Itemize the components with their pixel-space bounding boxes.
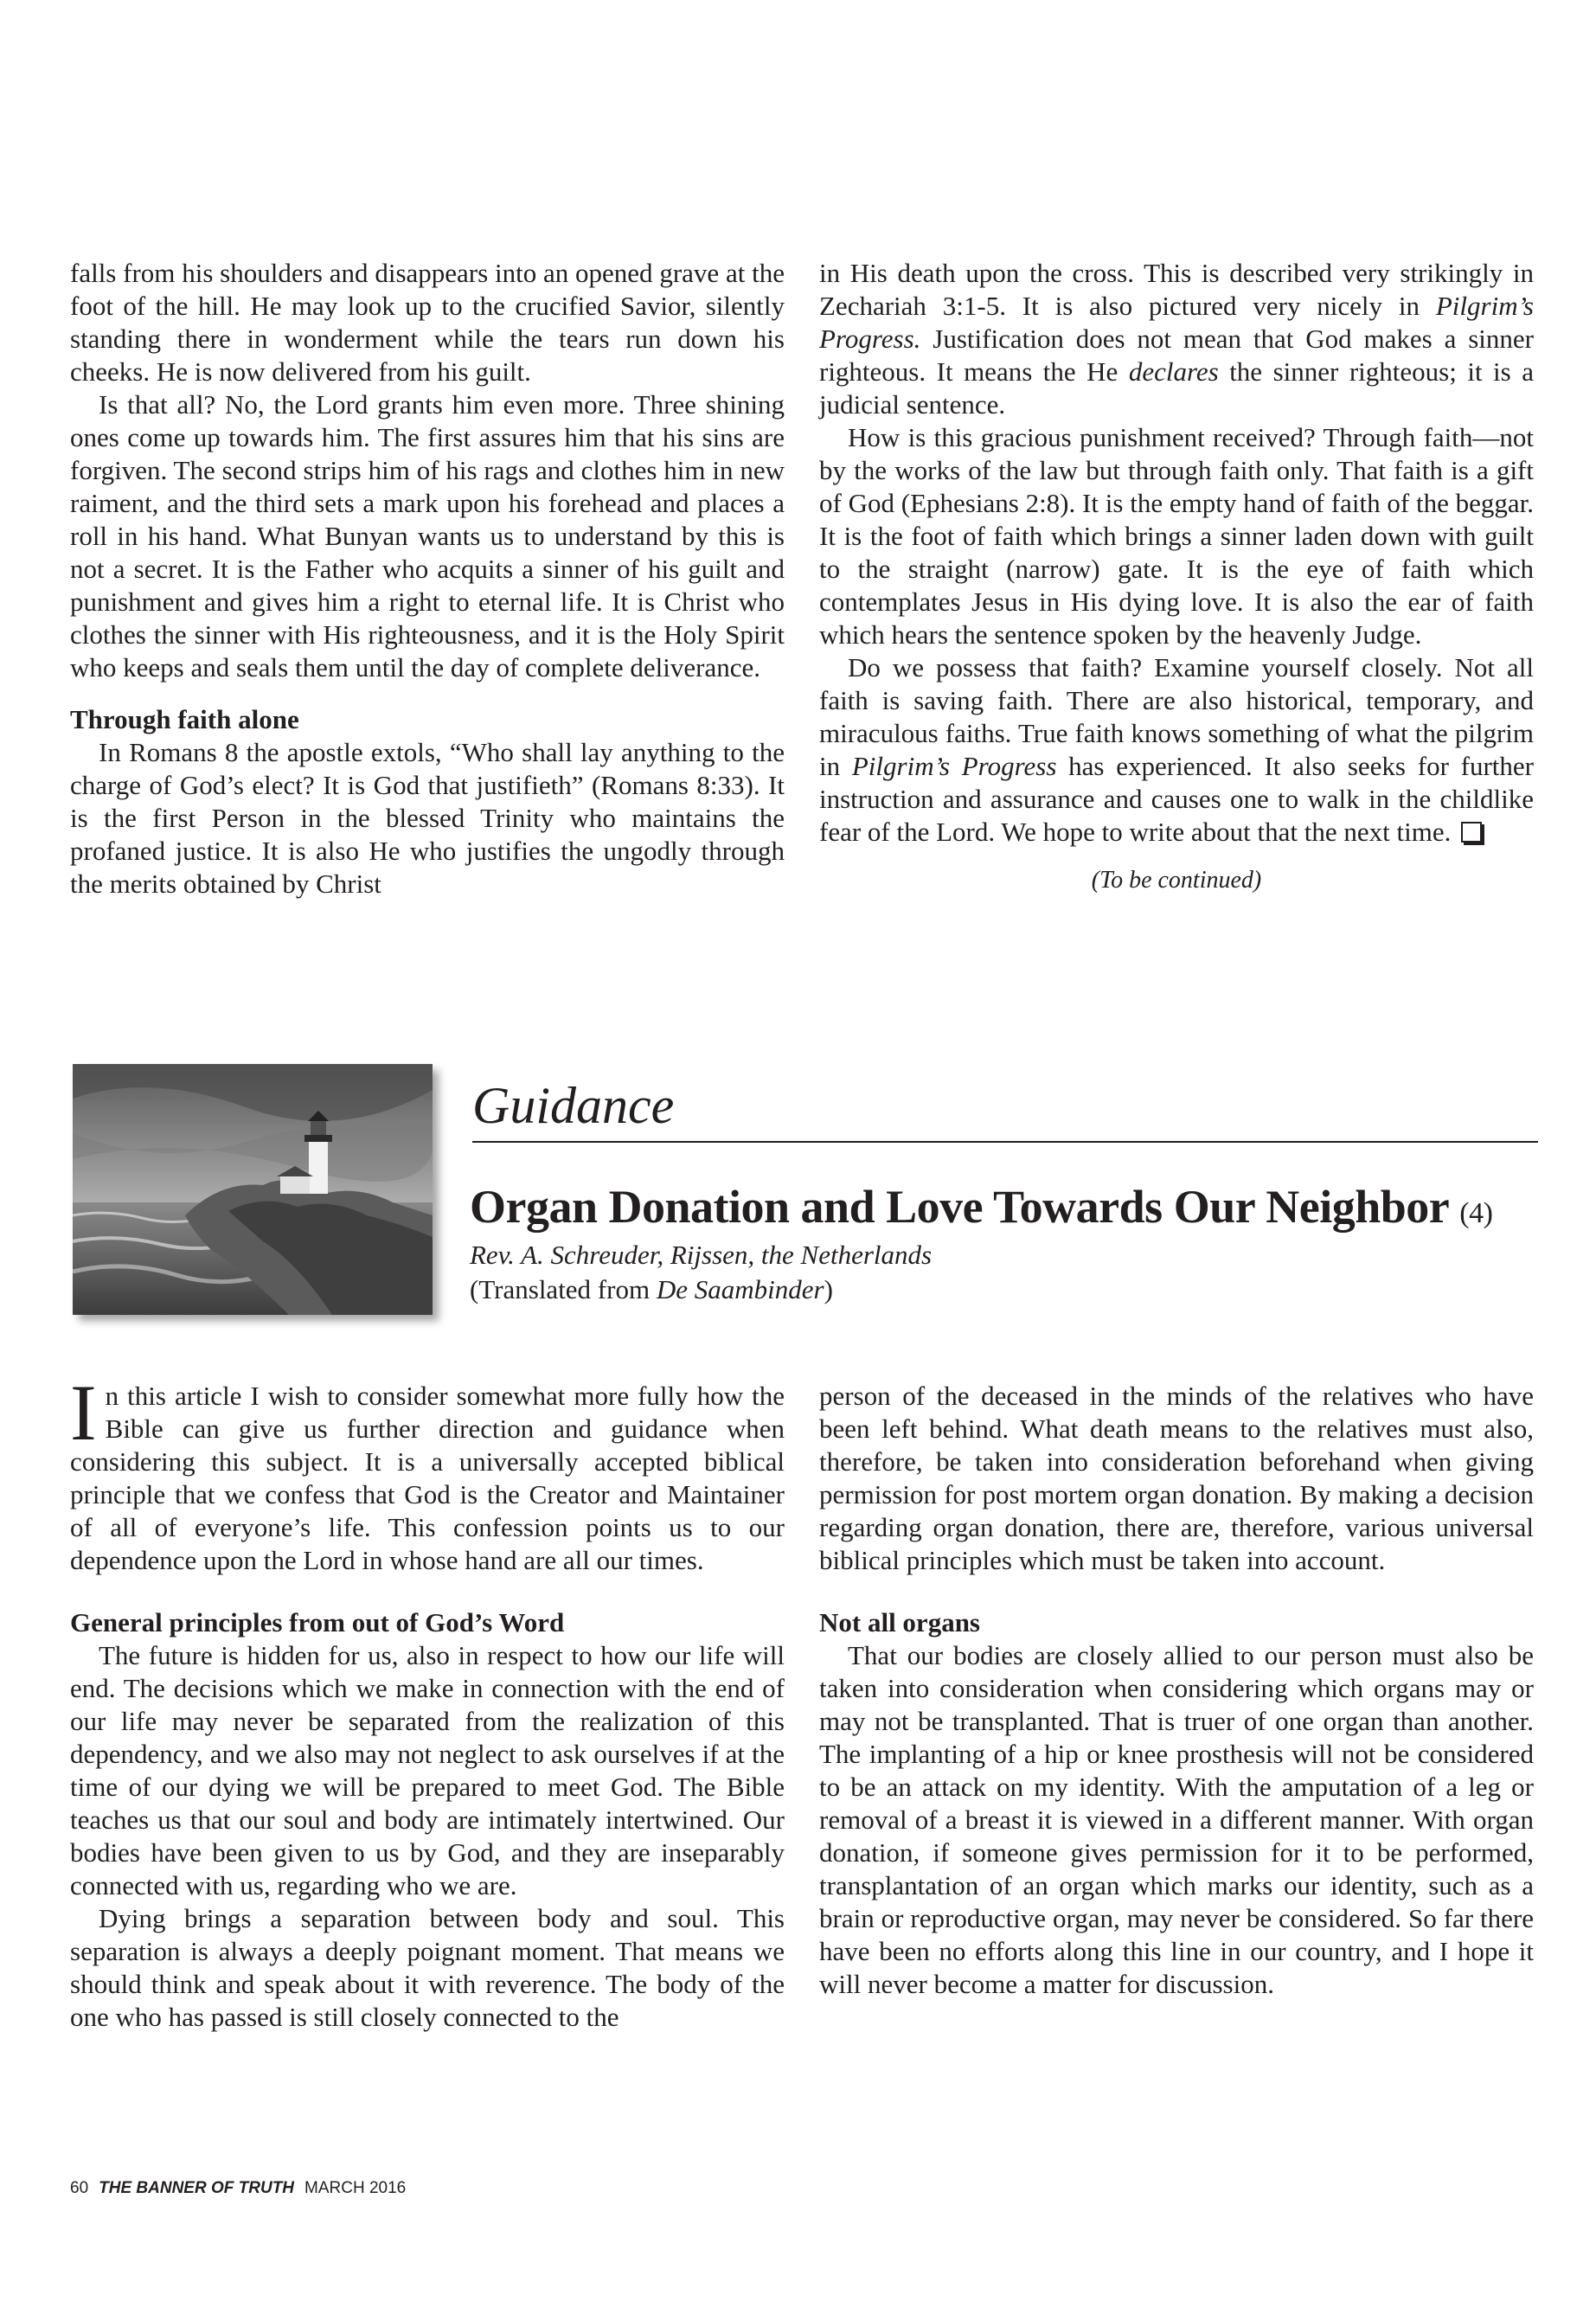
section-divider xyxy=(472,1141,1538,1143)
paragraph: falls from his shoulders and disappears into an opened grave at the foot of the hill. He may look up to the crucified Savior, silently standing there in wonderment while the tears run down his cheeks. He is now delivered from his guilt. xyxy=(70,258,785,387)
paragraph: In this article I wish to consider somewhat more fully how the Bible can give us further direction and guidance when considering this subject. It is a universally accepted biblical principle that we confess that God is the Creator and Maintainer of all of everyone’s life. This confession points us to our dependence upon the Lord in whose hand are all our times. xyxy=(70,1368,785,1575)
drop-cap: I xyxy=(70,1368,97,1457)
paragraph: Do we possess that faith? Examine yourself closely. Not all faith is saving faith. There are also historical, temporary, and miraculous faiths. True faith knows something of what the pilgrim in Pilgrim’s Progress has experienced. It also seeks for further instruction and assurance and causes one to walk in the childlike fear of the Lord. We hope to write about that the next time. xyxy=(819,652,1534,847)
paragraph: in His death upon the cross. This is described very strikingly in Zechariah 3:1-5. It is also pictured very nicely in Pilgrim’s Progress. Justification does not mean that God makes a sinner righteous. It means the He declares the sinner righteous; it is a judicial sentence. xyxy=(819,258,1534,420)
magazine-name: THE BANNER OF TRUTH xyxy=(99,2179,295,2197)
paragraph: That our bodies are closely allied to our person must also be taken into consideration when considering which organs may or may not be transplanted. That is truer of one organ than another. The implanting of a hip or knee prosthesis will not be considered to be an attack on my identity. With the amputation of a leg or removal of a breast it is viewed in a different manner. With organ donation, if someone gives permission for it to be performed, transplantation of an organ which marks our identity, such as a brain or reproductive organ, may never be considered. So far there have been no efforts along this line in our country, and I hope it will never become a matter for discussion. xyxy=(819,1640,1534,1999)
page-number: 60 xyxy=(70,2179,89,2197)
bottom-left-column xyxy=(70,1368,785,2034)
issue-date: MARCH 2016 xyxy=(304,2179,407,2197)
lighthouse-photo xyxy=(73,1064,433,1315)
top-right-column xyxy=(819,257,1534,897)
paragraph: How is this gracious punishment received? Through faith—not by the works of the law but through faith only. That faith is a gift of God (Ephesians 2:8). It is the empty hand of faith of the beggar. It is the foot of faith which brings a sinner laden down with guilt to the straight (narrow) gate. It is the eye of faith which contemplates Jesus in His dying love. It is also the ear of faith which hears the sentence spoken by the heavenly Judge. xyxy=(819,422,1534,650)
end-mark-icon xyxy=(1461,822,1482,843)
paragraph: In Romans 8 the apostle extols, “Who shall lay anything to the charge of God’s elect? It is God that justifieth” (Romans 8:33). It is the first Person in the blessed Trinity who maintains the profaned justice. It is also He who justifies the ungodly through the merits obtained by Christ xyxy=(70,737,785,899)
paragraph: Dying brings a separation between body and soul. This separation is always a deeply poignant moment. That means we should think and speak about it with reverence. The body of the one who has passed is still closely connected to the xyxy=(70,1903,785,2032)
to-be-continued: (To be continued) xyxy=(1091,867,1262,894)
bottom-right-column xyxy=(819,1380,1534,2001)
subheading-through-faith-alone: Through faith alone xyxy=(70,704,299,734)
subheading-not-all-organs: Not all organs xyxy=(819,1607,980,1638)
author-byline: Rev. A. Schreuder, Rijssen, the Netherlands xyxy=(470,1240,933,1270)
article-title: Organ Donation and Love Towards Our Neighbor (4) xyxy=(470,1181,1493,1233)
translation-note: (Translated from De Saambinder) xyxy=(470,1274,833,1304)
section-label: Guidance xyxy=(472,1077,675,1134)
subheading-general-principles: General principles from out of God’s Word xyxy=(70,1607,565,1638)
paragraph: Is that all? No, the Lord grants him even more. Three shining ones come up towards him. The first assures him that his sins are forgiven. The second strips him of his rags and clothes him in new raiment, and the third sets a mark upon his forehead and places a roll in his hand. What Bunyan wants us to understand by this is not a secret. It is the Father who acquits a sinner of his guilt and punishment and gives him a right to eternal life. It is Christ who clothes the sinner with His righteousness, and it is the Holy Spirit who keeps and seals them until the day of complete deliverance. xyxy=(70,389,785,683)
paragraph: The future is hidden for us, also in respect to how our life will end. The decisions which we make in connection with the end of our life may never be separated from the realization of this dependency, and we also may not neglect to ask ourselves if at the time of our dying we will be prepared to meet God. The Bible teaches us that our soul and body are intimately intertwined. Our bodies have been given to us by God, and they are inseparably connected with us, regarding who we are. xyxy=(70,1640,785,1900)
page-footer xyxy=(70,2178,406,2199)
top-left-column xyxy=(70,257,785,901)
article-part-number: (4) xyxy=(1459,1197,1493,1229)
paragraph: person of the deceased in the minds of the relatives who have been left behind. What death means to the relatives must also, therefore, be taken into consideration beforehand when giving permission for post mortem organ donation. By making a decision regarding organ donation, there are, therefore, various universal biblical principles which must be taken into account. xyxy=(819,1381,1534,1575)
